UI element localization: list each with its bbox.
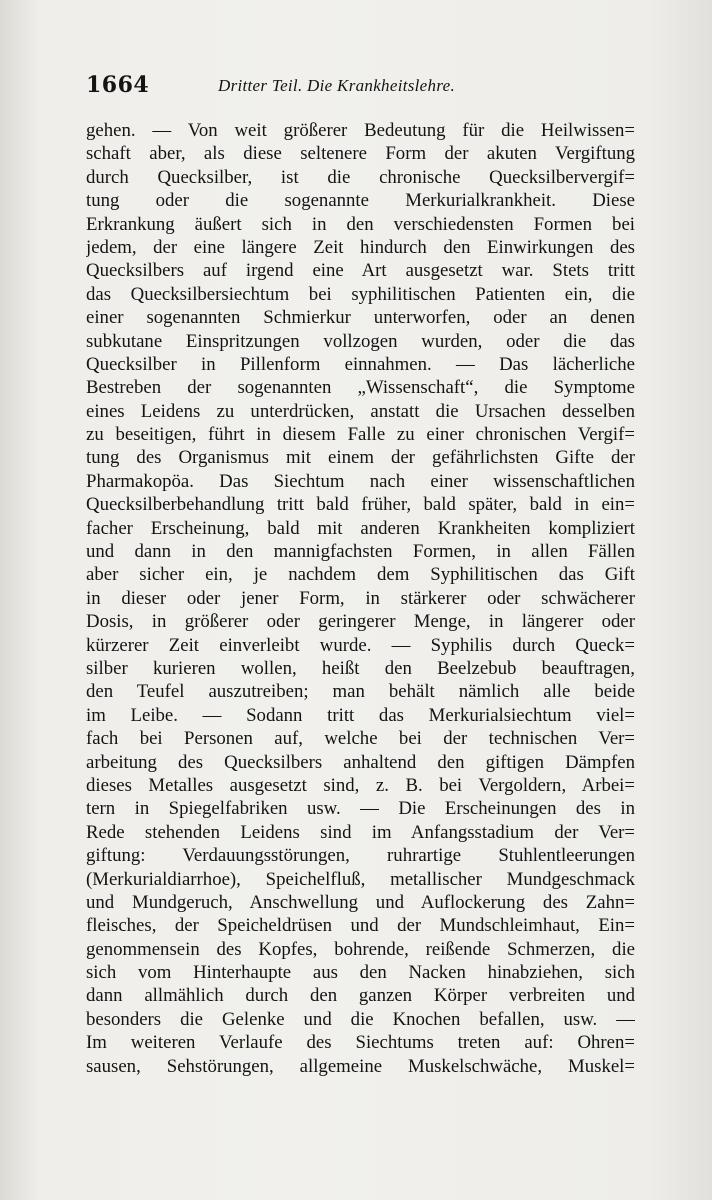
text-line: Erkrankung äußert sich in den verschiedensten Formen bei <box>86 213 635 235</box>
text-line: jedem, der eine längere Zeit hindurch den Einwirkungen des <box>86 236 635 258</box>
text-line: fleisches, der Speicheldrüsen und der Mundschleimhaut, Ein= <box>86 915 635 937</box>
text-line: silber kurieren wollen, heißt den Beelzebub beauftragen, <box>86 657 635 679</box>
text-line: den Teufel auszutreiben; man behält nämlich alle beide <box>86 681 635 703</box>
text-line: fach bei Personen auf, welche bei der technischen Ver= <box>86 728 635 750</box>
text-line: das Quecksilbersiechtum bei syphilitischen Patienten ein, die <box>86 283 635 305</box>
text-line: tung des Organismus mit einem der gefährlichsten Gifte der <box>86 447 635 469</box>
text-line: dieses Metalles ausgesetzt sind, z. B. bei Vergoldern, Arbei= <box>86 774 635 796</box>
text-line: Dosis, in größerer oder geringerer Menge, in längerer oder <box>86 611 635 633</box>
text-line: kürzerer Zeit einverleibt wurde. — Syphilis durch Queck= <box>86 634 635 656</box>
text-line: aber sicher ein, je nachdem dem Syphilitischen das Gift <box>86 564 635 586</box>
text-line: tung oder die sogenannte Merkurialkrankheit. Diese <box>86 190 635 212</box>
text-line: durch Quecksilber, ist die chronische Quecksilbervergif= <box>86 166 635 188</box>
text-line: genommensein des Kopfes, bohrende, reißende Schmerzen, die <box>86 938 635 960</box>
text-line: tern in Spiegelfabriken usw. — Die Erscheinungen des in <box>86 798 635 820</box>
running-head: Dritter Teil. Die Krankheitslehre. <box>218 76 456 95</box>
text-line: besonders die Gelenke und die Knochen befallen, usw. — <box>86 1008 635 1030</box>
text-line: (Merkurialdiarrhoe), Speichelfluß, metallischer Mundgeschmack <box>86 868 635 890</box>
text-line: zu beseitigen, führt in diesem Falle zu einer chronischen Vergif= <box>86 424 635 446</box>
text-line: Pharmakopöa. Das Siechtum nach einer wissenschaftlichen <box>86 470 635 492</box>
text-line: in dieser oder jener Form, in stärkerer oder schwächerer <box>86 587 635 609</box>
text-line: gehen. — Von weit größerer Bedeutung für die Heilwissen= <box>86 120 635 141</box>
text-line: einer sogenannten Schmierkur unterworfen, oder an denen <box>86 307 635 329</box>
text-line: Im weiteren Verlaufe des Siechtums treten auf: Ohren= <box>86 1032 635 1054</box>
text-line: sich vom Hinterhaupte aus den Nacken hinabziehen, sich <box>86 962 635 984</box>
text-line: und dann in den mannigfachsten Formen, in allen Fällen <box>86 541 635 563</box>
page-header <box>86 72 646 102</box>
text-line: giftung: Verdauungsstörungen, ruhrartige Stuhlentleerungen <box>86 845 635 867</box>
text-line: schaft aber, als diese seltenere Form der akuten Vergiftung <box>86 143 635 165</box>
text-line: Quecksilberbehandlung tritt bald früher, bald später, bald in ein= <box>86 494 635 516</box>
text-line: im Leibe. — Sodann tritt das Merkurialsiechtum viel= <box>86 704 635 726</box>
text-line: Bestreben der sogenannten „Wissenschaft“, die Symptome <box>86 377 635 399</box>
text-line: eines Leidens zu unterdrücken, anstatt die Ursachen desselben <box>86 400 635 422</box>
text-line: Quecksilbers auf irgend eine Art ausgesetzt war. Stets tritt <box>86 260 635 282</box>
text-line: dann allmählich durch den ganzen Körper verbreiten und <box>86 985 635 1007</box>
body-text <box>86 119 635 1078</box>
text-line: facher Erscheinung, bald mit anderen Krankheiten kompliziert <box>86 517 635 539</box>
text-line: Quecksilber in Pillenform einnahmen. — Das lächerliche <box>86 353 635 375</box>
page-number: 1664 <box>86 72 150 98</box>
text-line: Rede stehenden Leidens sind im Anfangsstadium der Ver= <box>86 821 635 843</box>
text-line: sausen, Sehstörungen, allgemeine Muskelschwäche, Muskel= <box>86 1055 635 1077</box>
text-line: und Mundgeruch, Anschwellung und Auflockerung des Zahn= <box>86 891 635 913</box>
text-line: subkutane Einspritzungen vollzogen wurden, oder die das <box>86 330 635 352</box>
text-line: arbeitung des Quecksilbers anhaltend den giftigen Dämpfen <box>86 751 635 773</box>
